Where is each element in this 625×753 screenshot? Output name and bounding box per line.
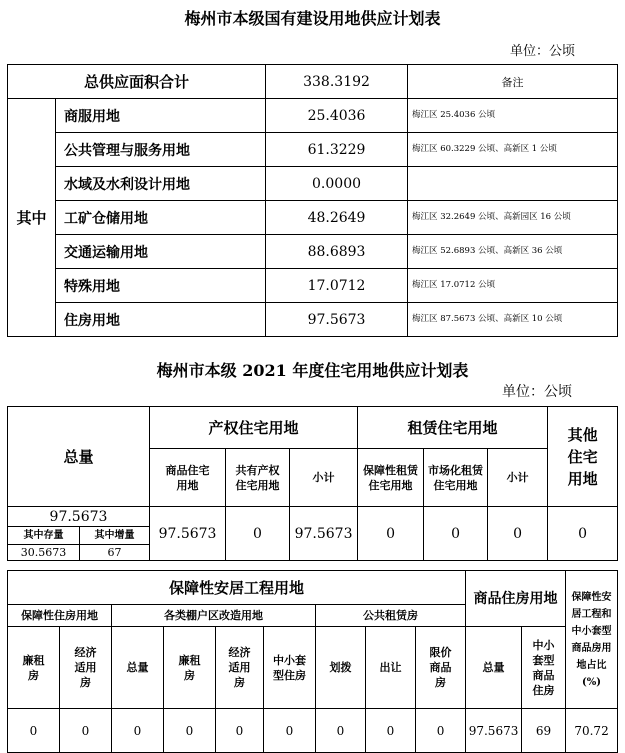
increment-label: 其中增量 — [80, 527, 150, 545]
value-cell: 97.5673 — [466, 709, 522, 753]
group-label: 其中 — [8, 99, 56, 337]
commercial-housing-header: 商品住房用地 — [466, 571, 566, 627]
row-label: 商服用地 — [56, 99, 266, 133]
col-header: 市场化租赁住宅用地 — [424, 449, 488, 507]
col-header: 商品住宅用地 — [150, 449, 226, 507]
row-label: 住房用地 — [56, 303, 266, 337]
row-value: 61.3229 — [266, 133, 408, 167]
table1-title: 梅州市本级国有建设用地供应计划表 — [184, 9, 441, 28]
row-note: 梅江区 25.4036 公顷 — [408, 99, 618, 133]
row-label: 特殊用地 — [56, 269, 266, 303]
note-header: 备注 — [408, 65, 618, 99]
table-row — [8, 167, 618, 201]
value-cell: 0 — [60, 709, 112, 753]
value-cell: 0 — [112, 709, 164, 753]
leaf-header: 中小套型住房 — [264, 627, 316, 709]
stock-value: 30.5673 — [8, 545, 80, 561]
table2-title: 梅州市本级 2021 年度住宅用地供应计划表 — [156, 361, 469, 380]
total-value: 338.3192 — [266, 65, 408, 99]
table-row — [8, 269, 618, 303]
row-note: 梅江区 17.0712 公顷 — [408, 269, 618, 303]
row-note: 梅江区 32.2649 公顷、高新园区 16 公顷 — [408, 201, 618, 235]
value-cell: 69 — [522, 709, 566, 753]
table-row — [8, 201, 618, 235]
row-value: 97.5673 — [266, 303, 408, 337]
residential-supply-table — [7, 406, 618, 561]
increment-value: 67 — [80, 545, 150, 561]
table-row — [8, 235, 618, 269]
row-label: 工矿仓储用地 — [56, 201, 266, 235]
row-note: 梅江区 60.3229 公顷、高新区 1 公顷 — [408, 133, 618, 167]
other-housing-header: 其他住宅用地 — [548, 407, 618, 507]
row-value: 0.0000 — [266, 167, 408, 201]
leaf-header: 总量 — [112, 627, 164, 709]
value-cell: 0 — [216, 709, 264, 753]
row-note: 梅江区 52.6893 公顷、高新区 36 公顷 — [408, 235, 618, 269]
housing-project-header: 保障性安居工程用地 — [8, 571, 466, 605]
value-cell: 0 — [8, 709, 60, 753]
value-cell: 0 — [264, 709, 316, 753]
rental-housing-header: 租赁住宅用地 — [358, 407, 548, 449]
stock-label: 其中存量 — [8, 527, 80, 545]
value-cell: 97.5673 — [150, 507, 226, 561]
row-value: 88.6893 — [266, 235, 408, 269]
leaf-header: 经济适用房 — [60, 627, 112, 709]
leaf-header: 中小套型商品住房 — [522, 627, 566, 709]
value-cell: 0 — [488, 507, 548, 561]
leaf-header: 经济适用房 — [216, 627, 264, 709]
row-value: 17.0712 — [266, 269, 408, 303]
sub-header: 保障性住房用地 — [8, 605, 112, 627]
row-value: 48.2649 — [266, 201, 408, 235]
row-value: 25.4036 — [266, 99, 408, 133]
value-cell: 0 — [416, 709, 466, 753]
table-row — [8, 303, 618, 337]
col-header: 共有产权住宅用地 — [226, 449, 290, 507]
value-cell: 0 — [424, 507, 488, 561]
value-cell: 0 — [358, 507, 424, 561]
value-cell: 70.72 — [566, 709, 618, 753]
leaf-header: 廉租房 — [8, 627, 60, 709]
row-note: 梅江区 87.5673 公顷、高新区 10 公顷 — [408, 303, 618, 337]
value-cell: 0 — [316, 709, 366, 753]
property-housing-header: 产权住宅用地 — [150, 407, 358, 449]
value-cell: 0 — [164, 709, 216, 753]
value-cell: 97.5673 — [290, 507, 358, 561]
housing-project-table — [7, 570, 618, 753]
row-label: 公共管理与服务用地 — [56, 133, 266, 167]
row-label: 水域及水利设计用地 — [56, 167, 266, 201]
leaf-header: 廉租房 — [164, 627, 216, 709]
land-supply-table — [7, 64, 618, 337]
leaf-header: 划拨 — [316, 627, 366, 709]
leaf-header: 限价商品房 — [416, 627, 466, 709]
value-cell: 0 — [226, 507, 290, 561]
total-label: 总供应面积合计 — [8, 65, 266, 99]
table-row — [8, 99, 618, 133]
table2-unit: 单位：公顷 — [502, 384, 572, 400]
col-header: 小计 — [488, 449, 548, 507]
leaf-header: 总量 — [466, 627, 522, 709]
sub-header: 各类棚户区改造用地 — [112, 605, 316, 627]
sub-header: 公共租赁房 — [316, 605, 466, 627]
table-row — [8, 133, 618, 167]
total-value: 97.5673 — [8, 507, 150, 527]
col-header: 保障性租赁住宅用地 — [358, 449, 424, 507]
ratio-header: 保障性安居工程和中小套型商品房用地占比(%) — [566, 571, 618, 709]
row-label: 交通运输用地 — [56, 235, 266, 269]
total-label: 总量 — [8, 407, 150, 507]
row-note — [408, 167, 618, 201]
value-cell: 0 — [548, 507, 618, 561]
leaf-header: 出让 — [366, 627, 416, 709]
table1-unit: 单位：公顷 — [510, 44, 576, 59]
value-cell: 0 — [366, 709, 416, 753]
col-header: 小计 — [290, 449, 358, 507]
